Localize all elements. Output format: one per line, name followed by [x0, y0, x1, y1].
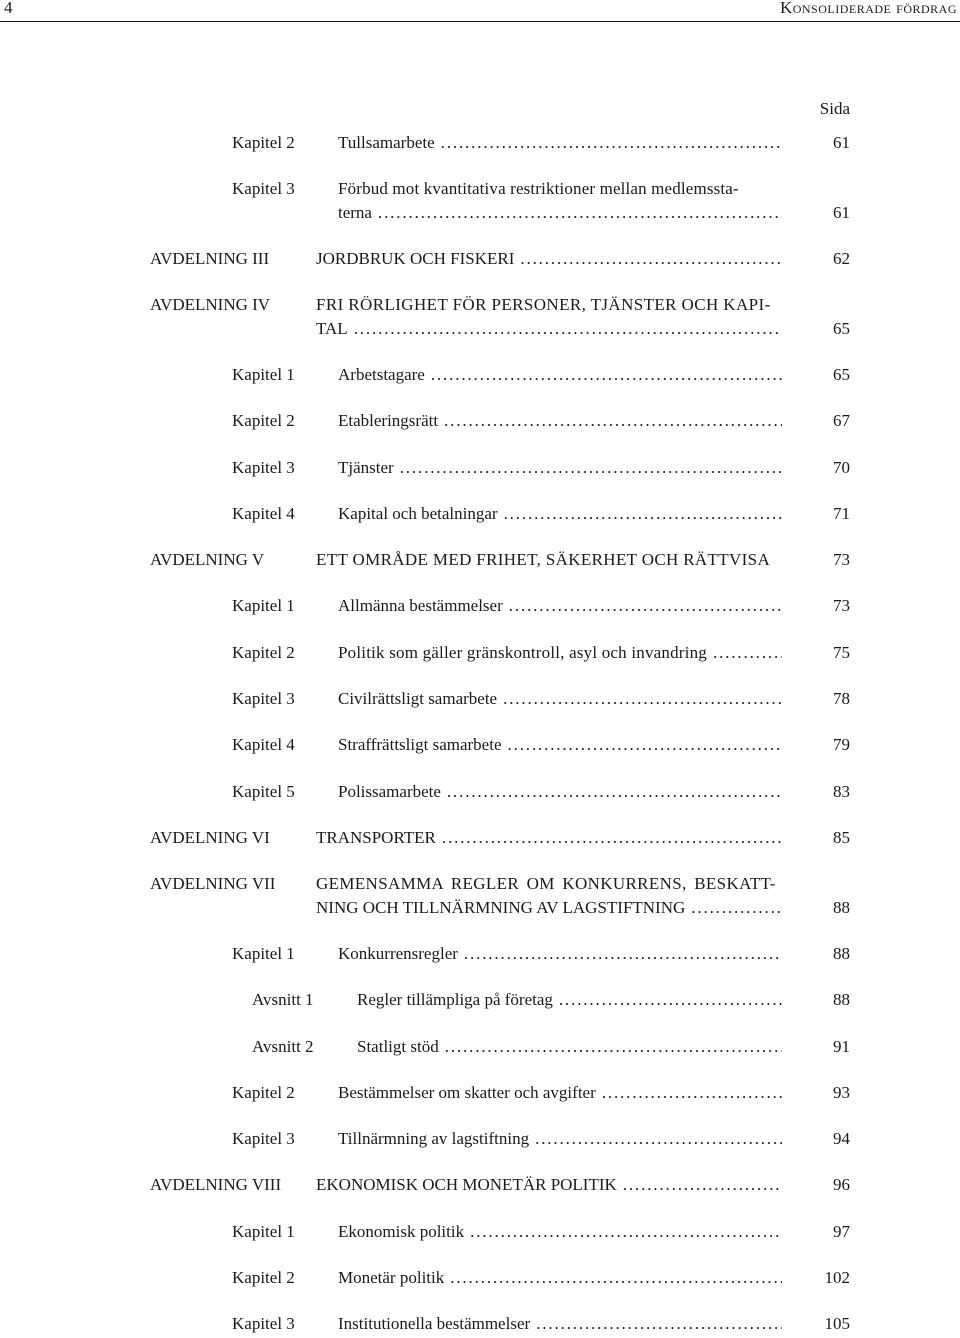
dot-leader	[602, 1081, 782, 1105]
entry-label: Kapitel 5	[232, 782, 295, 801]
dot-leader	[503, 687, 782, 711]
dot-leader	[470, 1220, 782, 1244]
dot-leader	[447, 780, 782, 804]
dot-leader	[713, 641, 782, 665]
entry-title-text: NING OCH TILLNÄRMNING AV LAGSTIFTNING	[316, 898, 686, 917]
entry-title	[316, 1173, 782, 1197]
entry-title	[338, 1081, 782, 1105]
entry-page-number: 65	[833, 365, 850, 384]
entry-title	[338, 1312, 782, 1336]
entry-label: Kapitel 1	[232, 944, 295, 963]
entry-page-number: 102	[824, 1268, 850, 1287]
entry-title	[338, 456, 782, 480]
entry-page-number: 85	[833, 828, 850, 847]
dot-leader	[442, 826, 782, 850]
entry-label: Kapitel 1	[232, 365, 295, 384]
entry-page-number: 88	[833, 898, 850, 917]
dot-leader	[559, 988, 782, 1012]
entry-title	[338, 687, 782, 711]
entry-title-text: Monetär politik	[338, 1268, 445, 1287]
entry-title-text: Etableringsrätt	[338, 411, 439, 430]
entry-title-text: Arbetstagare	[338, 365, 425, 384]
entry-title-text: Förbud mot kvantitativa restriktioner mellan medlemssta-	[338, 179, 739, 198]
dot-leader	[691, 896, 782, 920]
entry-title-text: Tullsamarbete	[338, 133, 435, 152]
entry-page-number: 71	[833, 504, 850, 523]
entry-page-number: 88	[833, 990, 850, 1009]
entry-title-text: Tillnärmning av lagstiftning	[338, 1129, 530, 1148]
dot-leader	[450, 1266, 782, 1290]
entry-title-text: TRANSPORTER	[316, 828, 436, 847]
dot-leader	[464, 942, 782, 966]
entry-title	[338, 1127, 782, 1151]
entry-page-number: 78	[833, 689, 850, 708]
entry-title-text: terna	[338, 203, 372, 222]
entry-title	[316, 247, 782, 271]
entry-title	[357, 1035, 782, 1059]
entry-title	[338, 780, 782, 804]
entry-title-text: Civilrättsligt samarbete	[338, 689, 498, 708]
entry-page-number: 62	[833, 249, 850, 268]
entry-title	[338, 594, 782, 618]
entry-label: Kapitel 2	[232, 411, 295, 430]
entry-title-text: Politik som gäller gränskontroll, asyl och invandring	[338, 643, 707, 662]
header-rule	[0, 21, 960, 22]
entry-title-text: JORDBRUK OCH FISKERI	[316, 249, 515, 268]
entry-label: Kapitel 3	[232, 458, 295, 477]
dot-leader	[509, 594, 782, 618]
entry-title-text: Statligt stöd	[357, 1037, 439, 1056]
entry-page-number: 96	[833, 1175, 850, 1194]
entry-page-number: 65	[833, 319, 850, 338]
entry-title-text: Tjänster	[338, 458, 394, 477]
entry-title	[316, 826, 782, 850]
entry-page-number: 70	[833, 458, 850, 477]
dot-leader	[441, 131, 782, 155]
entry-title-text: Bestämmelser om skatter och avgifter	[338, 1083, 596, 1102]
entry-label: Kapitel 4	[232, 504, 295, 523]
entry-page-number: 94	[833, 1129, 850, 1148]
entry-page-number: 61	[833, 203, 850, 222]
entry-label: Avsnitt 1	[252, 990, 314, 1009]
entry-label: AVDELNING VIII	[150, 1175, 282, 1194]
entry-label: Kapitel 3	[232, 1314, 295, 1333]
entry-title-text: TAL	[316, 319, 348, 338]
entry-title	[338, 363, 782, 387]
entry-title	[338, 131, 782, 155]
entry-page-number: 91	[833, 1037, 850, 1056]
entry-label: Kapitel 3	[232, 179, 295, 198]
page-column-label: Sida	[819, 99, 850, 118]
dot-leader	[378, 201, 782, 225]
entry-title	[316, 872, 782, 920]
dot-leader	[536, 1312, 782, 1336]
entry-title	[338, 177, 782, 225]
dot-leader	[520, 247, 782, 271]
entry-title	[338, 409, 782, 433]
entry-title-text: Konkurrensregler	[338, 944, 458, 963]
entry-title-text: Kapital och betalningar	[338, 504, 498, 523]
entry-label: Avsnitt 2	[252, 1037, 314, 1056]
entry-page-number: 75	[833, 643, 850, 662]
dot-leader	[445, 1035, 782, 1059]
entry-label: AVDELNING III	[150, 249, 270, 268]
dot-leader	[508, 733, 783, 757]
entry-title-text: Regler tillämpliga på företag	[357, 990, 553, 1009]
entry-label: Kapitel 1	[232, 596, 295, 615]
dot-leader	[444, 409, 782, 433]
entry-title	[338, 1266, 782, 1290]
entry-page-number: 105	[824, 1314, 850, 1333]
entry-title	[316, 293, 782, 341]
entry-label: Kapitel 2	[232, 1268, 295, 1287]
entry-title	[338, 641, 782, 665]
entry-label: Kapitel 3	[232, 689, 295, 708]
entry-page-number: 83	[833, 782, 850, 801]
entry-label: Kapitel 2	[232, 133, 295, 152]
entry-title-text: FRI RÖRLIGHET FÖR PERSONER, TJÄNSTER OCH KAPI-	[316, 295, 771, 314]
dot-leader	[354, 317, 782, 341]
entry-title-text: Allmänna bestämmelser	[338, 596, 503, 615]
entry-page-number: 79	[833, 735, 850, 754]
entry-label: AVDELNING V	[150, 550, 265, 569]
page-number: 4	[4, 0, 13, 17]
entry-title	[338, 733, 782, 757]
entry-label: AVDELNING IV	[150, 295, 271, 314]
entry-title	[338, 502, 782, 526]
entry-title	[316, 548, 782, 572]
entry-label: AVDELNING VI	[150, 828, 270, 847]
dot-leader	[400, 456, 782, 480]
entry-page-number: 61	[833, 133, 850, 152]
entry-page-number: 97	[833, 1222, 850, 1241]
entry-label: Kapitel 3	[232, 1129, 295, 1148]
entry-page-number: 73	[833, 596, 850, 615]
entry-title	[357, 988, 782, 1012]
entry-title	[338, 942, 782, 966]
running-title: Konsoliderade fördrag	[779, 0, 957, 17]
entry-title-text: GEMENSAMMA REGLER OM KONKURRENS, BESKATT-	[316, 874, 776, 893]
entry-label: Kapitel 4	[232, 735, 295, 754]
entry-label: Kapitel 2	[232, 643, 295, 662]
entry-title-text: Straffrättsligt samarbete	[338, 735, 502, 754]
dot-leader	[623, 1173, 782, 1197]
entry-title-text: Ekonomisk politik	[338, 1222, 465, 1241]
dot-leader	[431, 363, 782, 387]
entry-page-number: 88	[833, 944, 850, 963]
entry-label: Kapitel 1	[232, 1222, 295, 1241]
entry-label: AVDELNING VII	[150, 874, 276, 893]
entry-page-number: 67	[833, 411, 850, 430]
entry-title-text: Polissamarbete	[338, 782, 441, 801]
entry-page-number: 73	[833, 550, 850, 569]
entry-title-text: EKONOMISK OCH MONETÄR POLITIK	[316, 1175, 617, 1194]
entry-page-number: 93	[833, 1083, 850, 1102]
entry-label: Kapitel 2	[232, 1083, 295, 1102]
dot-leader	[504, 502, 782, 526]
entry-title	[338, 1220, 782, 1244]
dot-leader	[535, 1127, 782, 1151]
entry-title-text: Institutionella bestämmelser	[338, 1314, 531, 1333]
entry-title-text: ETT OMRÅDE MED FRIHET, SÄKERHET OCH RÄTTVISA	[316, 550, 771, 569]
